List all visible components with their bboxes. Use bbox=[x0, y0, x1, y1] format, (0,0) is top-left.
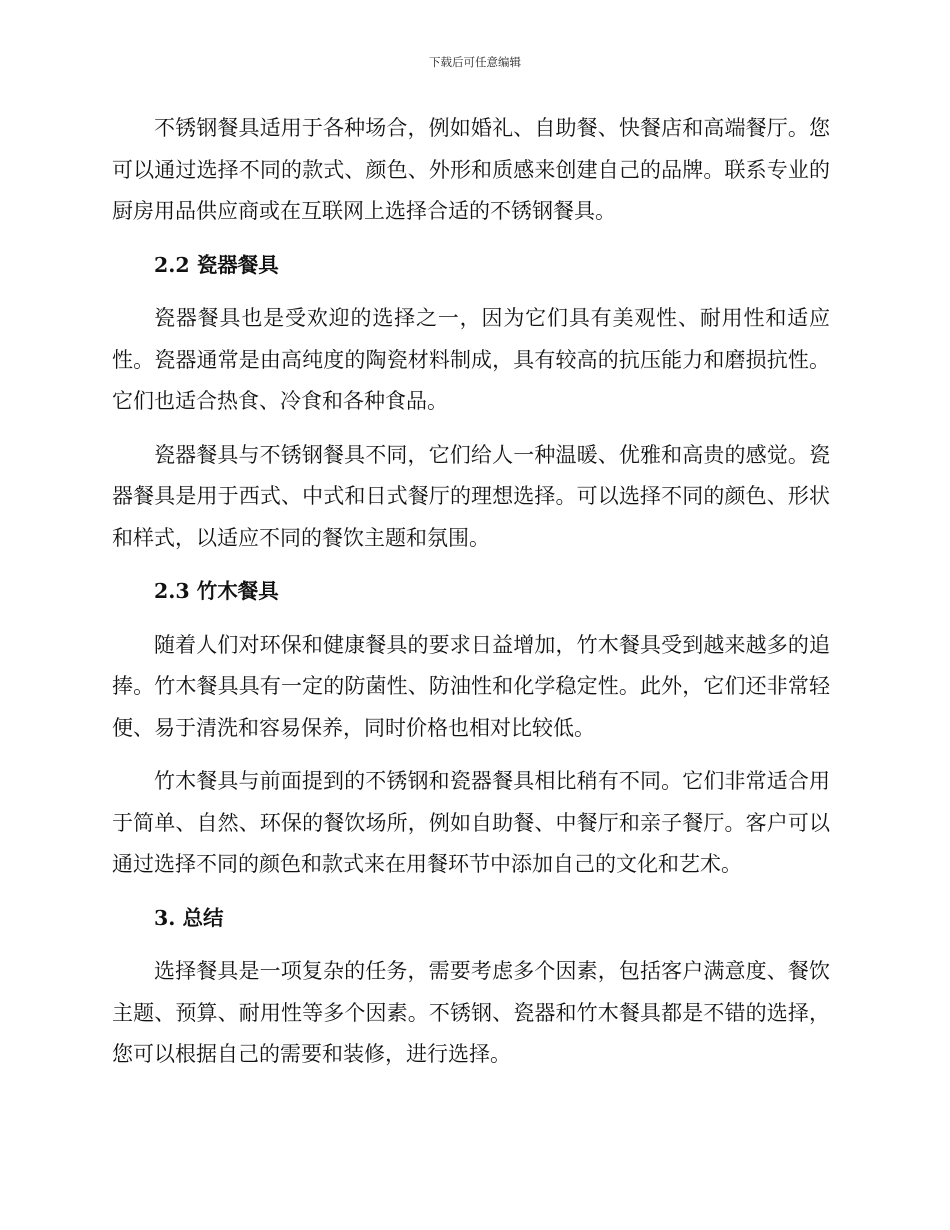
paragraph-ceramic-usage: 瓷器餐具与不锈钢餐具不同，它们给人一种温暖、优雅和高贵的感觉。瓷器餐具是用于西式、中式和日式餐厅的理想选择。可以选择不同的颜色、形状和样式，以适应不同的餐饮主题和氛围。 bbox=[112, 442, 830, 550]
section-heading-ceramic: 2.2 瓷器餐具 bbox=[154, 252, 279, 277]
spacer bbox=[112, 939, 830, 951]
spacer bbox=[112, 886, 830, 898]
paragraph-bamboo-intro: 随着人们对环保和健康餐具的要求日益增加，竹木餐具受到越来越多的追捧。竹木餐具具有一定的防菌性、防油性和化学稳定性。此外，它们还非常轻便、易于清洗和容易保养，同时价格也相对比较低。 bbox=[112, 632, 830, 740]
paragraph-bamboo-usage: 竹木餐具与前面提到的不锈钢和瓷器餐具相比稍有不同。它们非常适合用于简单、自然、环保的餐饮场所，例如自助餐、中餐厅和亲子餐厅。客户可以通过选择不同的颜色和款式来在用餐环节中添加自己的文化和艺术。 bbox=[112, 769, 830, 876]
spacer bbox=[112, 559, 830, 571]
section-heading-summary: 3. 总结 bbox=[154, 905, 224, 930]
section-heading-bamboo: 2.3 竹木餐具 bbox=[154, 579, 279, 603]
spacer bbox=[112, 749, 830, 761]
paragraph-summary: 选择餐具是一项复杂的任务，需要考虑多个因素，包括客户满意度、餐饮主题、预算、耐用性等多个因素。不锈钢、瓷器和竹木餐具都是不错的选择，您可以根据自己的需要和装修，进行选择。 bbox=[112, 959, 830, 1066]
paragraph-ceramic-intro: 瓷器餐具也是受欢迎的选择之一，因为它们具有美观性、耐用性和适应性。瓷器通常是由高纯度的陶瓷材料制成，具有较高的抗压能力和磨损抗性。它们也适合热食、冷食和各种食品。 bbox=[112, 306, 830, 413]
spacer bbox=[112, 613, 830, 625]
paragraph-stainless-usage: 不锈钢餐具适用于各种场合，例如婚礼、自助餐、快餐店和高端餐厅。您可以通过选择不同的款式、颜色、外形和质感来创建自己的品牌。联系专业的厨房用品供应商或在互联网上选择合适的不锈钢餐具。 bbox=[112, 116, 830, 223]
document-body bbox=[112, 108, 830, 1076]
spacer bbox=[112, 286, 830, 298]
spacer bbox=[112, 423, 830, 435]
page-header: 下载后可任意编辑 bbox=[429, 55, 521, 69]
spacer bbox=[112, 233, 830, 245]
